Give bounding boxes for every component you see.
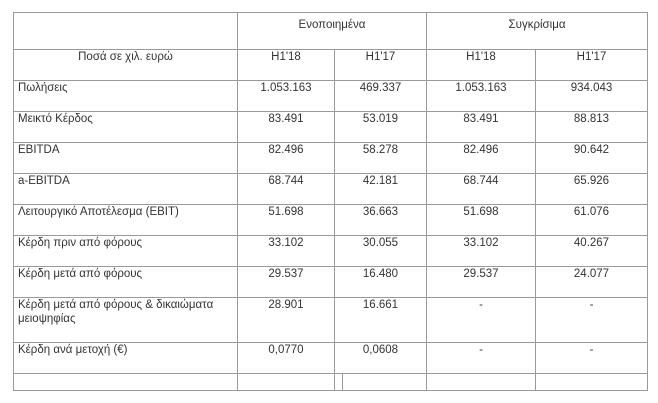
value-cell: 61.076: [536, 205, 648, 236]
value-cell: 40.267: [536, 236, 648, 267]
header-empty-cell: [14, 13, 238, 50]
value-cell: 82.496: [238, 143, 335, 174]
value-cell: 0,0770: [238, 343, 335, 374]
value-cell: 83.491: [238, 112, 335, 143]
table-row: [14, 267, 648, 298]
table-row: [14, 143, 648, 174]
value-cell: 16.480: [335, 267, 427, 298]
value-cell: -: [536, 298, 648, 343]
value-cell: 934.043: [536, 81, 648, 112]
empty-cell: [238, 374, 335, 391]
value-cell: 30.055: [335, 236, 427, 267]
value-cell: 0,0608: [335, 343, 427, 374]
consolidated-h1-17: H1'17: [335, 50, 427, 81]
table-row: [14, 298, 648, 343]
value-cell: 68.744: [427, 174, 536, 205]
value-cell: -: [536, 343, 648, 374]
row-label: Κέρδη ανά μετοχή (€): [14, 343, 238, 374]
value-cell: 29.537: [238, 267, 335, 298]
row-label: EBITDA: [14, 143, 238, 174]
empty-cell: [14, 374, 238, 391]
table-row: [14, 112, 648, 143]
value-cell: 82.496: [427, 143, 536, 174]
value-cell: 90.642: [536, 143, 648, 174]
financial-results-table: [13, 12, 648, 391]
value-cell: 88.813: [536, 112, 648, 143]
row-label: Κέρδη πριν από φόρους: [14, 236, 238, 267]
table-row: [14, 205, 648, 236]
table-row: [14, 81, 648, 112]
empty-cell: [427, 374, 536, 391]
value-cell: 42.181: [335, 174, 427, 205]
amounts-label: Ποσά σε χιλ. ευρώ: [14, 50, 238, 81]
row-label: Κέρδη μετά από φόρους & δικαιώματα μειοψηφίας: [14, 298, 238, 343]
row-label: Μεικτό Κέρδος: [14, 112, 238, 143]
row-label: a-EBITDA: [14, 174, 238, 205]
value-cell: 24.077: [536, 267, 648, 298]
value-cell: 51.698: [238, 205, 335, 236]
group-consolidated: Ενοποιημένα: [238, 13, 427, 50]
header-row-groups: [14, 13, 648, 50]
value-cell: 1.053.163: [427, 81, 536, 112]
consolidated-h1-18: H1'18: [238, 50, 335, 81]
empty-cell: [335, 374, 343, 391]
empty-cell: [343, 374, 427, 391]
comparable-h1-17: H1'17: [536, 50, 648, 81]
table-row: [14, 343, 648, 374]
table-row: [14, 236, 648, 267]
value-cell: 1.053.163: [238, 81, 335, 112]
empty-cell: [536, 374, 648, 391]
value-cell: 58.278: [335, 143, 427, 174]
row-label: Λειτουργικό Αποτέλεσμα (EBIT): [14, 205, 238, 236]
value-cell: 65.926: [536, 174, 648, 205]
value-cell: 29.537: [427, 267, 536, 298]
value-cell: 33.102: [427, 236, 536, 267]
row-label: Κέρδη μετά από φόρους: [14, 267, 238, 298]
row-label: Πωλήσεις: [14, 81, 238, 112]
value-cell: -: [427, 343, 536, 374]
value-cell: 33.102: [238, 236, 335, 267]
value-cell: 51.698: [427, 205, 536, 236]
value-cell: 83.491: [427, 112, 536, 143]
value-cell: 28.901: [238, 298, 335, 343]
value-cell: 469.337: [335, 81, 427, 112]
value-cell: 36.663: [335, 205, 427, 236]
comparable-h1-18: H1'18: [427, 50, 536, 81]
table-row: [14, 174, 648, 205]
group-comparable: Συγκρίσιμα: [427, 13, 648, 50]
table-row-empty: [14, 374, 648, 391]
value-cell: 68.744: [238, 174, 335, 205]
value-cell: -: [427, 298, 536, 343]
header-row-periods: [14, 50, 648, 81]
value-cell: 16.661: [335, 298, 427, 343]
value-cell: 53.019: [335, 112, 427, 143]
